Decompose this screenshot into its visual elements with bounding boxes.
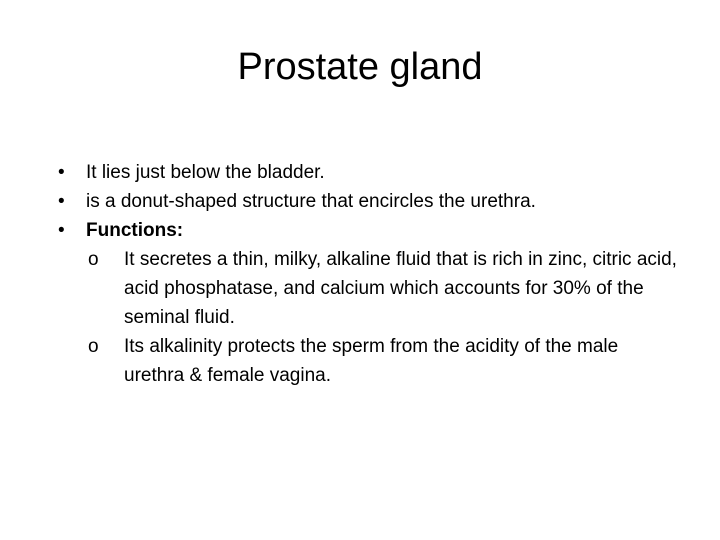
bullet-marker: • — [58, 220, 65, 241]
bullet-marker: • — [58, 162, 65, 183]
bullet-list — [58, 158, 678, 390]
slide-title: Prostate gland — [237, 46, 483, 88]
sub-bullet-text: It secretes a thin, milky, alkaline fluid that is rich in zinc, citric acid, acid phosphatase, and calcium which accounts for 30% of the seminal fluid. — [124, 249, 677, 328]
sub-bullet-item — [88, 245, 678, 332]
bullet-text: It lies just below the bladder. — [86, 162, 325, 183]
sub-list-container — [58, 245, 678, 390]
bullet-marker: • — [58, 191, 65, 212]
sub-bullet-list — [58, 245, 678, 390]
bullet-text: Functions: — [86, 220, 184, 241]
bullet-item — [58, 187, 678, 216]
sub-bullet-marker: o — [88, 249, 99, 270]
sub-bullet-item — [88, 332, 678, 390]
sub-bullet-marker: o — [88, 336, 99, 357]
bullet-text: is a donut-shaped structure that encircles the urethra. — [86, 191, 536, 212]
bullet-item-functions — [58, 216, 678, 245]
bullet-item — [58, 158, 678, 187]
sub-bullet-text: Its alkalinity protects the sperm from the acidity of the male urethra & female vagina. — [124, 336, 619, 386]
